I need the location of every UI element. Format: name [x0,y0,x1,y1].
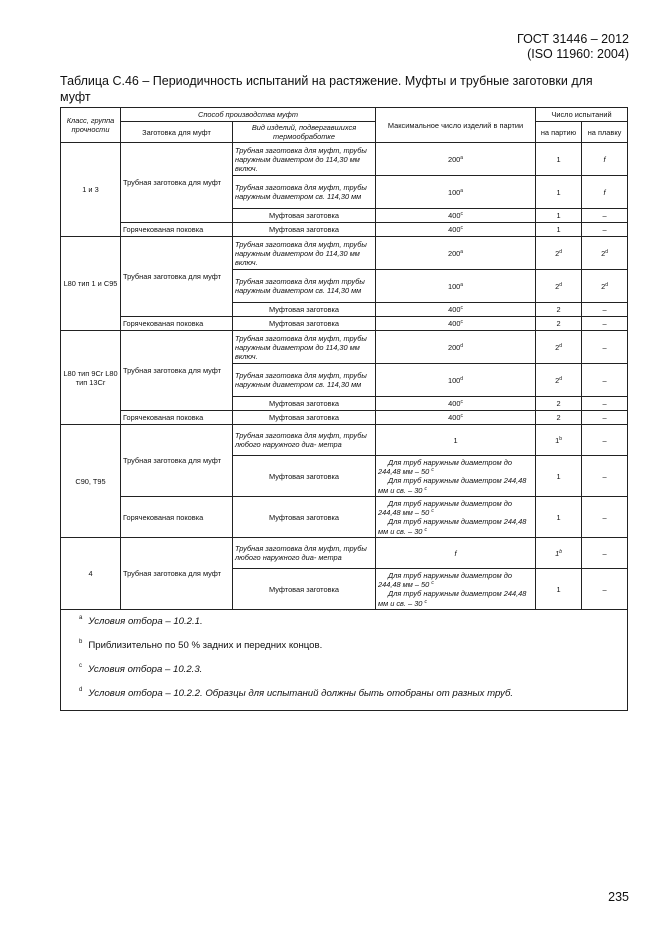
product-cell: Муфтовая заготовка [233,456,376,497]
per-lot-value: 1 [556,584,561,594]
per-heat-value: – [602,413,607,423]
max-cell [376,569,536,610]
per-heat-value: – [602,342,607,352]
product-cell: Муфтовая заготовка [233,223,376,237]
max-cell [376,237,536,270]
table-row [61,237,628,270]
per-heat-value: – [602,512,607,522]
blank-cell: Трубная заготовка для муфт [121,143,233,223]
per-lot-cell [536,538,582,569]
per-heat-value: – [602,584,607,594]
footnote-marker: d [559,342,562,349]
per-heat-value: – [602,471,607,481]
max-cell [376,331,536,364]
footnote-marker: c [460,211,463,218]
blank-cell: Трубная заготовка для муфт [121,237,233,317]
footnote-marker: d [559,375,562,382]
max-value: 200 [447,154,461,164]
header-product: Вид изделий, подвергавшихся термообработке [233,122,376,143]
per-heat-cell [582,456,628,497]
product-cell: Муфтовая заготовка [233,397,376,411]
footnote-marker: c [79,663,82,670]
per-heat-value: – [602,319,607,329]
product-cell: Трубная заготовка для муфт, трубы наружным диаметром до 114,30 мм включ. [233,331,376,364]
table-row [61,331,628,364]
blank-cell: Горячекованая поковка [121,411,233,425]
footnote-marker: a [460,187,464,194]
header-row [61,108,628,122]
max-cell [376,209,536,223]
footnote-marker: a [460,154,464,161]
per-heat-cell [582,538,628,569]
per-lot-cell [536,364,582,397]
max-cell [376,270,536,303]
per-lot-value: 2 [555,375,560,385]
footnote-marker: b [559,548,562,555]
per-heat-cell [582,143,628,176]
footnote-marker: c [431,508,434,515]
per-lot-value: 2 [555,248,560,258]
table-row [61,425,628,456]
max-value: 100 [447,281,461,291]
per-lot-value: 2 [556,399,561,409]
per-heat-cell [582,237,628,270]
header-class: Класс, группа прочности [61,108,121,143]
per-lot-value: 1 [556,211,561,221]
per-heat-cell [582,176,628,209]
per-lot-cell [536,411,582,425]
per-lot-cell [536,143,582,176]
blank-cell: Трубная заготовка для муфт [121,425,233,497]
max-cell [376,143,536,176]
product-cell: Муфтовая заготовка [233,569,376,610]
max-value: 400 [448,319,461,329]
per-heat-value: 2 [601,248,606,258]
max-text: Для труб наружным диаметром до 244,48 мм – 50 [378,458,512,477]
per-heat-cell [582,425,628,456]
footnote [79,640,627,652]
page-number: 235 [608,890,629,904]
per-heat-value: f [603,187,606,197]
header-per-lot: на партию [536,122,582,143]
product-cell: Трубная заготовка для муфт, трубы любого наружного диа- метра [233,538,376,569]
class-cell: L80 тип 1 и C95 [61,237,121,331]
footnote-marker: c [460,305,463,312]
per-lot-value: 1 [555,435,560,445]
blank-cell: Горячекованая поковка [121,223,233,237]
max-text: Для труб наружным диаметром до 244,48 мм – 50 [378,499,512,518]
max-text: Для труб наружным диаметром до 244,48 мм – 50 [378,571,512,590]
footnote-marker: a [460,281,464,288]
max-text: Для труб наружным диаметром 244,48 мм и св. – 30 [378,517,527,536]
max-cell-part [378,589,533,607]
per-heat-cell [582,569,628,610]
max-text: Для труб наружным диаметром 244,48 мм и св. – 30 [378,476,527,495]
max-value: 100 [447,375,461,385]
table-row [61,317,628,331]
max-value: 400 [448,211,461,221]
footnote-text: Условия отбора – 10.2.2. Образцы для испытаний должны быть отобраны от разных труб. [88,688,514,700]
per-heat-cell [582,397,628,411]
footnote-marker: c [460,399,463,406]
max-cell [376,425,536,456]
max-cell [376,397,536,411]
class-cell: 4 [61,538,121,610]
footnote-marker: d [559,281,562,288]
per-lot-value: 2 [556,413,561,423]
max-cell [376,176,536,209]
per-heat-value: – [602,375,607,385]
product-cell: Муфтовая заготовка [233,411,376,425]
per-lot-value: 1 [556,187,561,197]
max-cell-part [378,571,533,589]
footnote-marker: d [79,687,83,694]
per-heat-cell [582,411,628,425]
max-text: Для труб наружным диаметром 244,48 мм и св. – 30 [378,589,527,608]
max-cell [376,317,536,331]
header-per-heat: на плавку [582,122,628,143]
per-heat-value: – [602,225,607,235]
per-heat-cell [582,223,628,237]
per-lot-value: 2 [555,342,560,352]
footnote-marker: a [460,248,464,255]
footnotes-row [61,610,628,711]
per-lot-value: 1 [556,154,561,164]
max-value: 1 [453,435,458,445]
per-lot-value: 2 [556,305,561,315]
header-tests: Число испытаний [536,108,628,122]
per-lot-cell [536,497,582,538]
per-heat-value: f [603,154,606,164]
footnote-marker: c [460,413,463,420]
product-cell: Муфтовая заготовка [233,317,376,331]
class-cell: 1 и 3 [61,143,121,237]
header-subrow [61,122,628,143]
table-row [61,538,628,569]
per-lot-cell [536,331,582,364]
per-lot-value: 1 [556,512,561,522]
max-cell [376,303,536,317]
per-lot-cell [536,270,582,303]
per-lot-cell [536,317,582,331]
table-row [61,411,628,425]
footnote-marker: d [559,248,562,255]
table-row [61,223,628,237]
per-lot-cell [536,303,582,317]
max-cell [376,456,536,497]
max-value: 400 [448,399,461,409]
per-lot-value: 1 [556,471,561,481]
product-cell: Муфтовая заготовка [233,497,376,538]
footnotes-cell [61,610,628,711]
product-cell: Трубная заготовка для муфт, трубы любого наружного диа- метра [233,425,376,456]
max-cell-part [378,499,533,517]
footnote-marker: d [605,248,608,255]
table-caption: Таблица С.46 – Периодичность испытаний на растяжение. Муфты и трубные заготовки для муфт [60,74,593,104]
per-heat-cell [582,364,628,397]
max-cell-part [378,476,533,494]
max-value: 100 [447,187,461,197]
footnote-text: Приблизительно по 50 % задних и передних концов. [88,640,323,652]
product-cell: Муфтовая заготовка [233,209,376,223]
footnote-marker: d [460,342,464,349]
footnote-marker: c [424,598,427,605]
footnote [79,616,627,628]
per-lot-value: 1 [556,225,561,235]
per-lot-cell [536,456,582,497]
max-cell [376,411,536,425]
per-heat-value: – [602,211,607,221]
max-value: 400 [448,305,461,315]
header-max: Максимальное число изделий в партии [376,108,536,143]
footnote-marker: b [559,435,562,442]
footnote-marker: c [424,485,427,492]
max-cell-part [378,517,533,535]
class-cell: L80 тип 9Cr L80 тип 13Cr [61,331,121,425]
footnote-marker: c [460,225,463,232]
footnote-marker: d [605,281,608,288]
header-blank: Заготовка для муфт [121,122,233,143]
max-cell [376,364,536,397]
per-lot-cell [536,209,582,223]
per-lot-value: 2 [556,319,561,329]
max-cell [376,223,536,237]
product-cell: Трубная заготовка для муфт, трубы наружным диаметром до 114,30 мм включ. [233,143,376,176]
max-value: 200 [447,248,461,258]
standard-number: ГОСТ 31446 – 2012 [517,32,629,46]
per-lot-cell [536,425,582,456]
standard-iso-reference: (ISO 11960: 2004) [527,47,629,61]
per-heat-value: – [602,548,607,558]
per-lot-value: 1 [555,548,560,558]
per-lot-cell [536,397,582,411]
blank-cell: Горячекованая поковка [121,497,233,538]
per-heat-cell [582,303,628,317]
max-value: 400 [448,225,461,235]
per-heat-cell [582,270,628,303]
footnote [79,688,627,700]
product-cell: Муфтовая заготовка [233,303,376,317]
product-cell: Трубная заготовка для муфт трубы наружным диаметром св. 114,30 мм [233,270,376,303]
footnote-marker: b [79,639,83,646]
footnote-marker: a [79,615,83,622]
per-lot-cell [536,569,582,610]
footnote-marker: d [460,375,464,382]
per-heat-value: – [602,435,607,445]
blank-cell: Трубная заготовка для муфт [121,331,233,411]
per-heat-value: – [602,305,607,315]
footnote [79,664,627,676]
footnote-marker: c [431,467,434,474]
max-cell [376,497,536,538]
document-header [517,32,629,62]
blank-cell: Горячекованая поковка [121,317,233,331]
header-method: Способ производства муфт [121,108,376,122]
per-heat-cell [582,317,628,331]
per-lot-value: 2 [555,281,560,291]
per-heat-cell [582,497,628,538]
max-value: f [454,548,457,558]
per-heat-value: – [602,399,607,409]
blank-cell: Трубная заготовка для муфт [121,538,233,610]
footnote-marker: c [431,580,434,587]
per-heat-value: 2 [601,281,606,291]
max-cell-part [378,458,533,476]
max-cell [376,538,536,569]
max-value: 200 [447,342,461,352]
per-heat-cell [582,331,628,364]
product-cell: Трубная заготовка для муфт, трубы наружным диаметром св. 114,30 мм [233,364,376,397]
per-lot-cell [536,223,582,237]
footnote-text: Условия отбора – 10.2.3. [88,664,203,676]
test-frequency-table [60,107,628,711]
per-lot-cell [536,237,582,270]
table-row [61,143,628,176]
max-value: 400 [448,413,461,423]
footnote-text: Условия отбора – 10.2.1. [88,616,203,628]
per-heat-cell [582,209,628,223]
per-lot-cell [536,176,582,209]
product-cell: Трубная заготовка для муфт, трубы наружным диаметром до 114,30 мм включ. [233,237,376,270]
class-cell: C90, T95 [61,425,121,538]
footnote-marker: c [424,526,427,533]
footnote-marker: c [460,319,463,326]
product-cell: Трубная заготовка для муфт, трубы наружным диаметром св. 114,30 мм [233,176,376,209]
table-row [61,497,628,538]
